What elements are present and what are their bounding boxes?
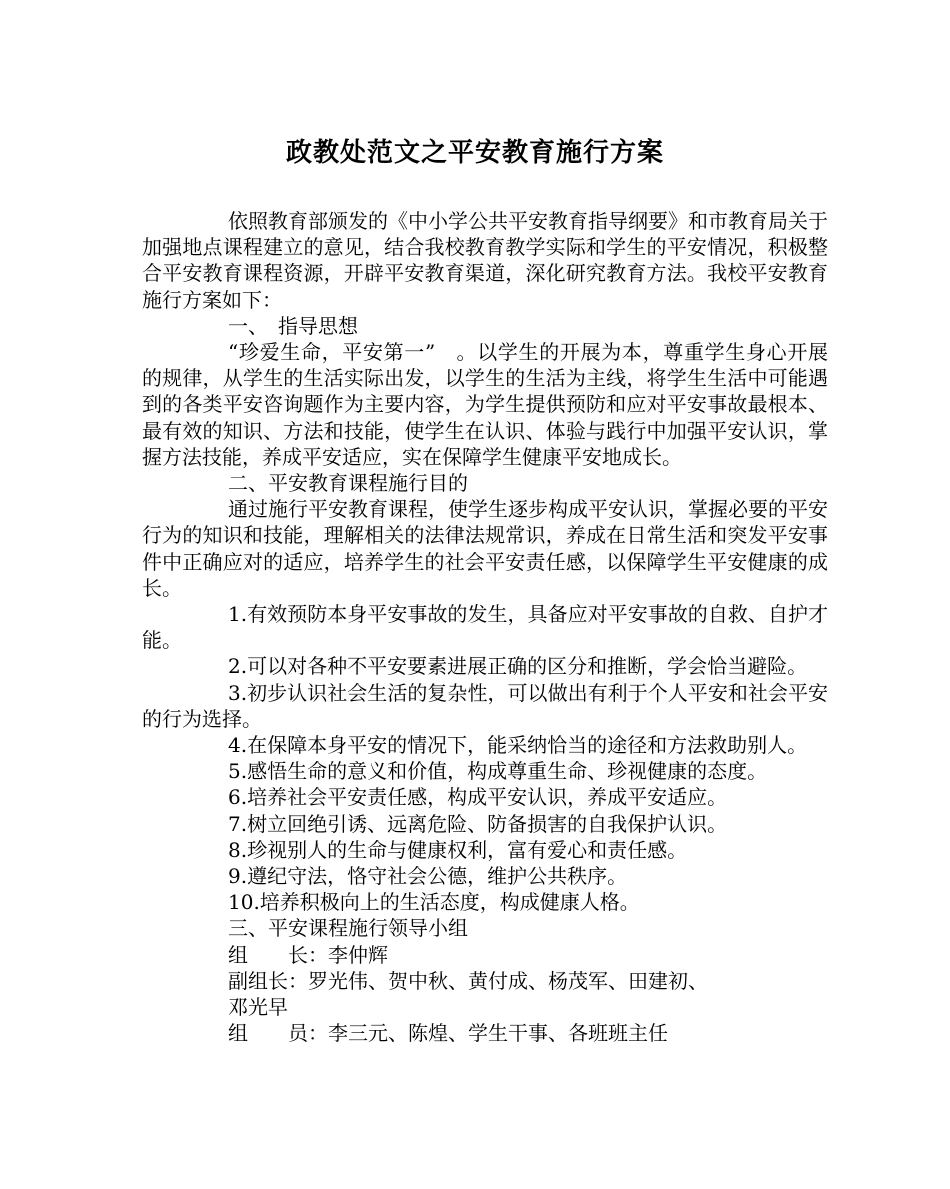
goal-item: 7.树立回绝引诱、远离危险、防备损害的自我保护认识。 [228,811,728,836]
goal-item: 1.有效预防本身平安事故的发生，具备应对平安事故的自救、自护才能。 [142,602,828,653]
goal-item: 8.珍视别人的生命与健康权利，富有爱心和责任感。 [228,837,688,862]
section-heading-guiding-thought: 一、 指导思想 [228,313,358,338]
goal-item: 5.感悟生命的意义和价值，构成尊重生命、珍视健康的态度。 [228,759,768,784]
guiding-thought-paragraph: “珍爱生命，平安第一” 。以学生的开展为本，尊重学生身心开展的规律，从学生的生活实际出发，以学生的生活为主线，将学生生活中可能遇到的各类平安咨询题作为主要内容，为学生提供预防和应对平安事故最根本、最有效的知识、方法和技能，使学生在认识、体验与践行中加强平安认识，掌握方法技能，养成平安适应，实在保障学生健康平安地成长。 [142,340,828,469]
group-members-line: 组 员：李三元、陈煌、学生干事、各班班主任 [228,1021,668,1046]
goal-item: 9.遵纪守法，恪守社会公德，维护公共秩序。 [228,864,628,889]
objectives-paragraph: 通过施行平安教育课程，使学生逐步构成平安认识，掌握必要的平安行为的知识和技能，理解相关的法律法规常识，养成在日常生活和突发平安事件中正确应对的适应，培养学生的社会平安责任感，以保障学生平安健康的成长。 [142,497,828,600]
section-heading-objectives: 二、平安教育课程施行目的 [228,471,468,496]
section-heading-leadership-group: 三、平安课程施行领导小组 [228,916,468,941]
goal-item: 2.可以对各种不平安要素进展正确的区分和推断，学会恰当避险。 [228,654,808,679]
goal-item: 4.在保障本身平安的情况下，能采纳恰当的途径和方法救助别人。 [228,733,808,758]
goal-item: 10.培养积极向上的生活态度，构成健康人格。 [228,890,640,915]
vice-leaders-line: 副组长：罗光伟、贺中秋、黄付成、杨茂军、田建初、 [228,968,708,993]
vice-leaders-line-continued: 邓光早 [228,995,288,1020]
document-title: 政教处范文之平安教育施行方案 [285,138,664,168]
group-leader-line: 组 长：李仲辉 [228,942,388,967]
document-body [142,208,828,1047]
goal-item: 6.培养社会平安责任感，构成平安认识，养成平安适应。 [228,785,728,810]
goal-item: 3.初步认识社会生活的复杂性，可以做出有利于个人平安和社会平安的行为选择。 [142,680,828,731]
intro-paragraph: 依照教育部颁发的《中小学公共平安教育指导纲要》和市教育局关于加强地点课程建立的意见，结合我校教育教学实际和学生的平安情况，积极整合平安教育课程资源，开辟平安教育渠道，深化研究教育方法。我校平安教育施行方案如下： [142,209,828,312]
